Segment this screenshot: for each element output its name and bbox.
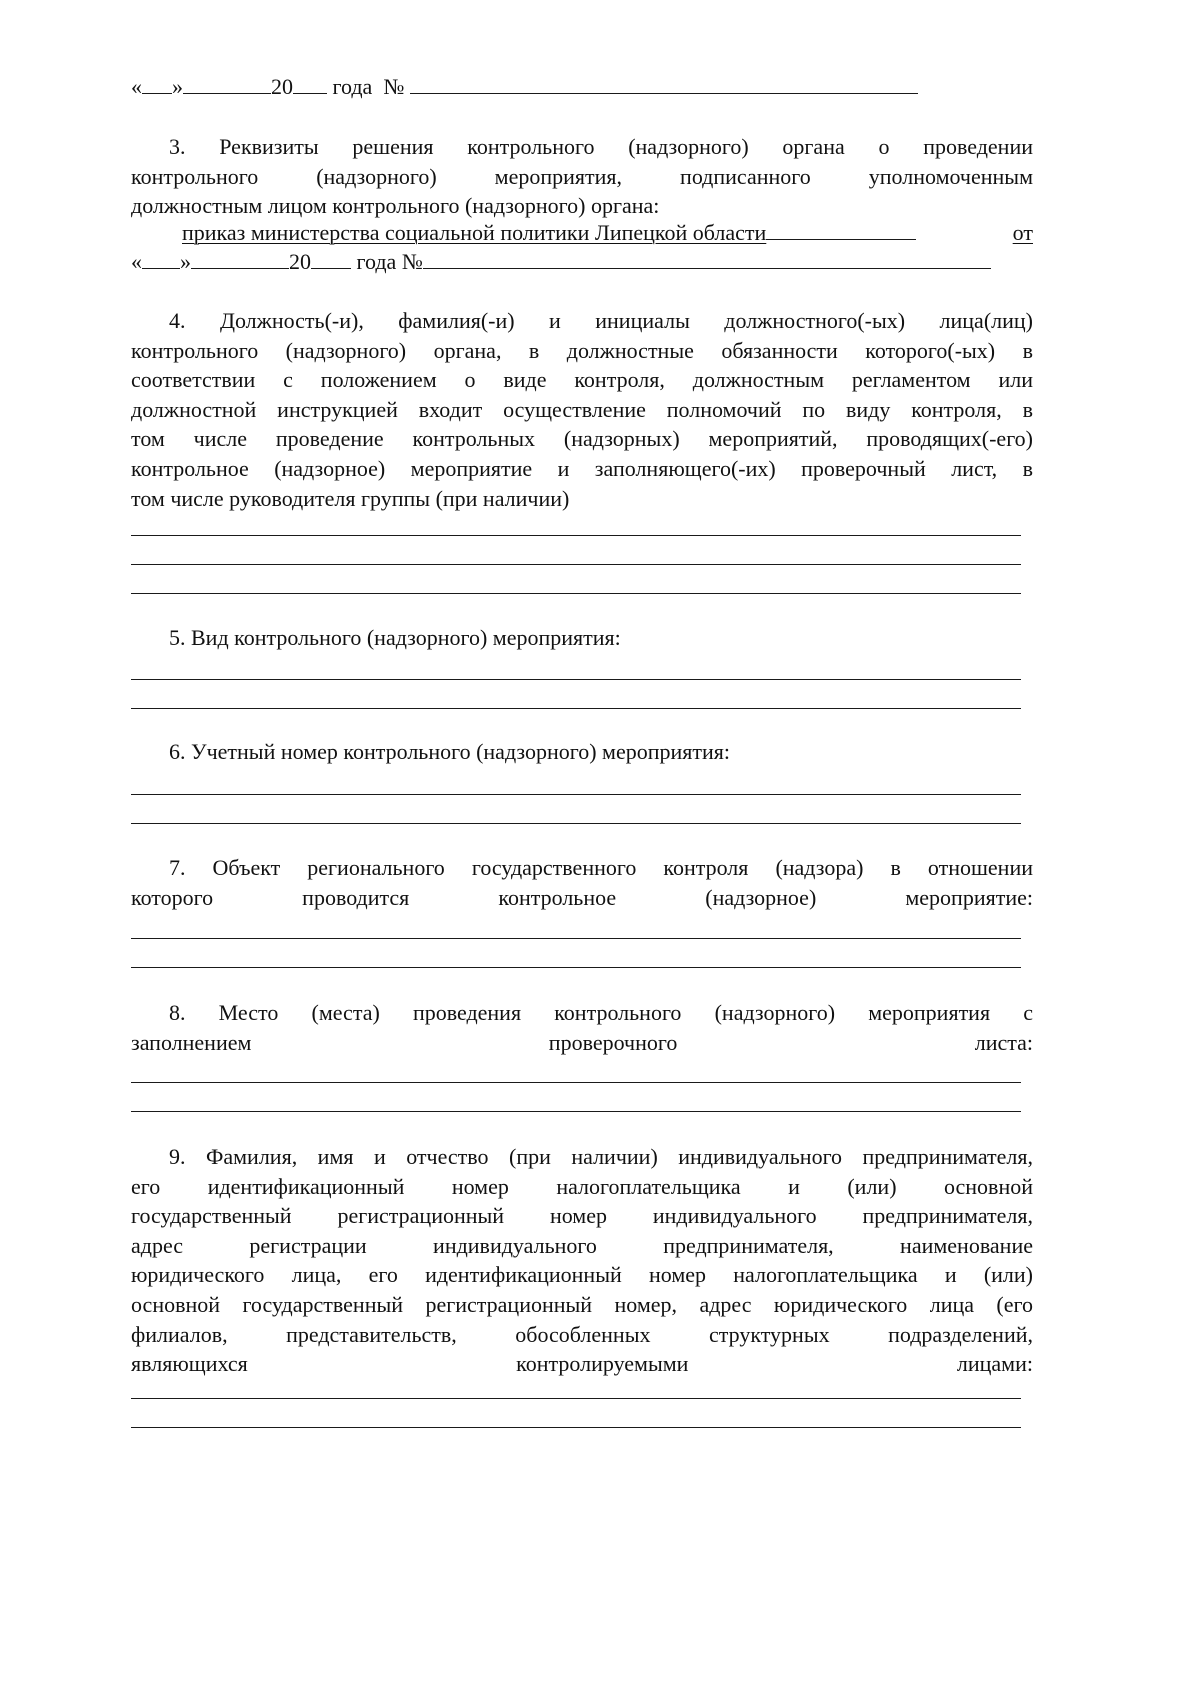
section-8-line: заполнением проверочного листа: [131,1029,1033,1055]
section-5-line: 5. Вид контрольного (надзорного) мероприятия: [169,625,621,650]
section-7-line: которого проводится контрольное (надзорное) мероприятие: [131,884,1033,910]
section-4-line: должностной инструкцией входит осуществление полномочий по виду контроля, в [131,396,1033,422]
section-6 [131,737,1033,767]
order-line [131,220,1033,246]
order-text: приказ министерства социальной политики Липецкой области [182,220,767,245]
section-9-line: государственный регистрационный номер индивидуального предпринимателя, [131,1203,1033,1229]
section-4-answer-line[interactable] [131,535,1021,536]
order-year-word: года [356,249,397,274]
section-9-line: адрес регистрации индивидуального предпринимателя, наименование [131,1232,1033,1258]
section-3-line: 3. Реквизиты решения контрольного (надзорного) органа о проведении [169,134,1033,159]
section-4-answer-line[interactable] [131,593,1021,594]
order-date-line [131,249,991,275]
top-day-blank[interactable] [142,75,172,94]
section-4-line: 4. Должность(-и), фамилия(-и) и инициалы должностного(-ых) лица(лиц) [169,308,1033,333]
section-3-line: должностным лицом контрольного (надзорного) органа: [131,193,660,219]
top-year-blank[interactable] [293,75,327,94]
top-close-quote: » [172,74,183,99]
section-9-line: филиалов, представительств, обособленных структурных подразделений, [131,1321,1033,1347]
section-9-line: его идентификационный номер налогоплательщика и (или) основной [131,1173,1033,1199]
section-9 [131,1142,1033,1379]
order-day-blank[interactable] [142,250,180,269]
section-4-line: соответствии с положением о виде контроля, должностным регламентом или [131,367,1033,393]
section-9-line: 9. Фамилия, имя и отчество (при наличии) индивидуального предпринимателя, [169,1144,1033,1169]
order-number-sign: № [401,249,423,274]
section-8-answer-line[interactable] [131,1111,1021,1112]
order-open-quote: « [131,249,142,274]
order-number-blank[interactable] [423,250,991,269]
section-4-line: контрольного (надзорного) органа, в должностные обязанности которого(-ых) в [131,337,1033,363]
section-5-answer-line[interactable] [131,679,1021,680]
top-month-blank[interactable] [183,75,271,94]
order-close-quote: » [180,249,191,274]
section-3 [131,132,1033,221]
section-8 [131,998,1033,1057]
section-4 [131,306,1033,513]
section-9-line: являющихся контролируемыми лицами: [131,1351,1033,1377]
order-year-prefix: 20 [289,249,311,274]
section-7 [131,853,1033,912]
section-7-answer-line[interactable] [131,967,1021,968]
section-5-answer-line[interactable] [131,708,1021,709]
section-6-answer-line[interactable] [131,794,1021,795]
section-6-answer-line[interactable] [131,823,1021,824]
top-number-sign: № [383,74,405,99]
section-9-line: основной государственный регистрационный номер, адрес юридического лица (его [131,1291,1033,1317]
top-open-quote: « [131,74,142,99]
top-number-blank[interactable] [410,75,918,94]
section-4-line: том числе проведение контрольных (надзорных) мероприятий, проводящих(-его) [131,426,1033,452]
section-4-line: контрольное (надзорное) мероприятие и заполняющего(-их) проверочный лист, в [131,455,1033,481]
section-9-answer-line[interactable] [131,1427,1021,1428]
section-7-line: 7. Объект регионального государственного контроля (надзора) в отношении [169,855,1033,880]
section-5 [131,623,1033,653]
section-4-line: том числе руководителя группы (при наличии) [131,485,570,511]
section-8-line: 8. Место (места) проведения контрольного (надзорного) мероприятия с [169,1000,1033,1025]
section-9-line: юридического лица, его идентификационный номер налогоплательщика и (или) [131,1262,1033,1288]
order-from-word: от [1012,220,1033,245]
section-3-line: контрольного (надзорного) мероприятия, подписанного уполномоченным [131,163,1033,189]
top-date-line [131,74,918,100]
section-7-answer-line[interactable] [131,938,1021,939]
order-blank[interactable] [766,221,916,240]
top-year-prefix: 20 [271,74,293,99]
section-6-line: 6. Учетный номер контрольного (надзорного) мероприятия: [169,739,731,764]
section-9-answer-line[interactable] [131,1398,1021,1399]
order-month-blank[interactable] [191,250,289,269]
order-year-blank[interactable] [311,250,351,269]
section-4-answer-line[interactable] [131,564,1021,565]
top-year-word: года [332,74,373,99]
section-8-answer-line[interactable] [131,1082,1021,1083]
